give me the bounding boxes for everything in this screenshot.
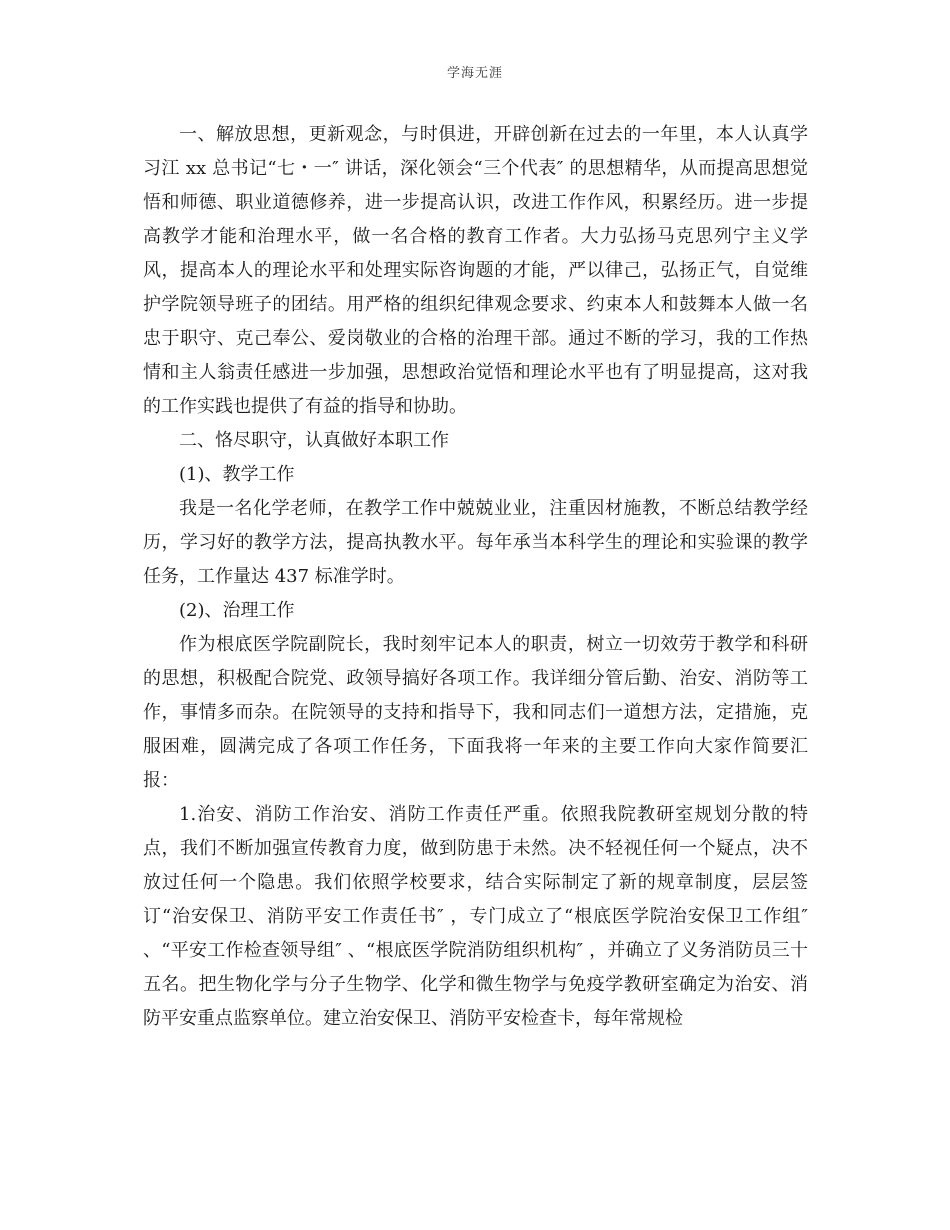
- subsection-heading-management: (2)、治理工作: [179, 600, 295, 621]
- paragraph-management: 作为根底医学院副院长，我时刻牢记本人的职责，树立一切效劳于教学和科研的思想，积极配合院党、政领导搞好各项工作。我详细分管后勤、治安、消防等工作，事情多而杂。在院领导的支持和指导下，我和同志们一道想方法，定措施，克服困难，圆满完成了各项工作任务，下面我将一年来的主要工作向大家作简要汇报：: [143, 634, 808, 791]
- paragraph-1: 一、解放思想，更新观念，与时俱进，开辟创新在过去的一年里，本人认真学习江 xx 总书记“七・一″ 讲话，深化领会“三个代表″ 的思想精华，从而提高思想觉悟和师德、职业道德修养，进一步提高认识，改进工作作风，积累经历。进一步提高教学才能和治理水平，做一名合格的教育工作者。大力弘扬马克思列宁主义学风，提高本人的理论水平和处理实际咨询题的才能，严以律己，弘扬正气，自觉维护学院领导班子的团结。用严格的组织纪律观念要求、约束本人和鼓舞本人做一名忠于职守、克己奉公、爱岗敬业的合格的治理干部。通过不断的学习，我的工作热情和主人翁责任感进一步加强，思想政治觉悟和理论水平也有了明显提高，这对我的工作实践也提供了有益的指导和协助。: [143, 124, 808, 417]
- paragraph-teaching: 我是一名化学老师，在教学工作中兢兢业业，注重因材施教，不断总结教学经历，学习好的教学方法，提高执教水平。每年承当本科学生的理论和实验课的教学任务，工作量达 437 标准学时。: [143, 498, 808, 587]
- paragraph-security: 1.治安、消防工作治安、消防工作责任严重。依照我院教研室规划分散的特点，我们不断加强宣传教育力度，做到防患于未然。决不轻视任何一个疑点，决不放过任何一个隐患。我们依照学校要求，结合实际制定了新的规章制度，层层签订“治安保卫、消防平安工作责任书″ ，专门成立了“根底医学院治安保卫工作组″ 、“平安工作检查领导组″ 、“根底医学院消防组织机构″ ，并确立了义务消防员三十五名。把生物化学与分子生物学、化学和微生物学与免疫学教研室确定为治安、消防平安重点监察单位。建立治安保卫、消防平安检查卡，每年常规检: [143, 804, 808, 1029]
- document-body: [143, 118, 808, 1036]
- section-heading-2: 二、恪尽职守，认真做好本职工作: [179, 430, 449, 451]
- page-header: 学海无涯: [446, 66, 503, 81]
- subsection-heading-teaching: (1)、教学工作: [179, 464, 295, 485]
